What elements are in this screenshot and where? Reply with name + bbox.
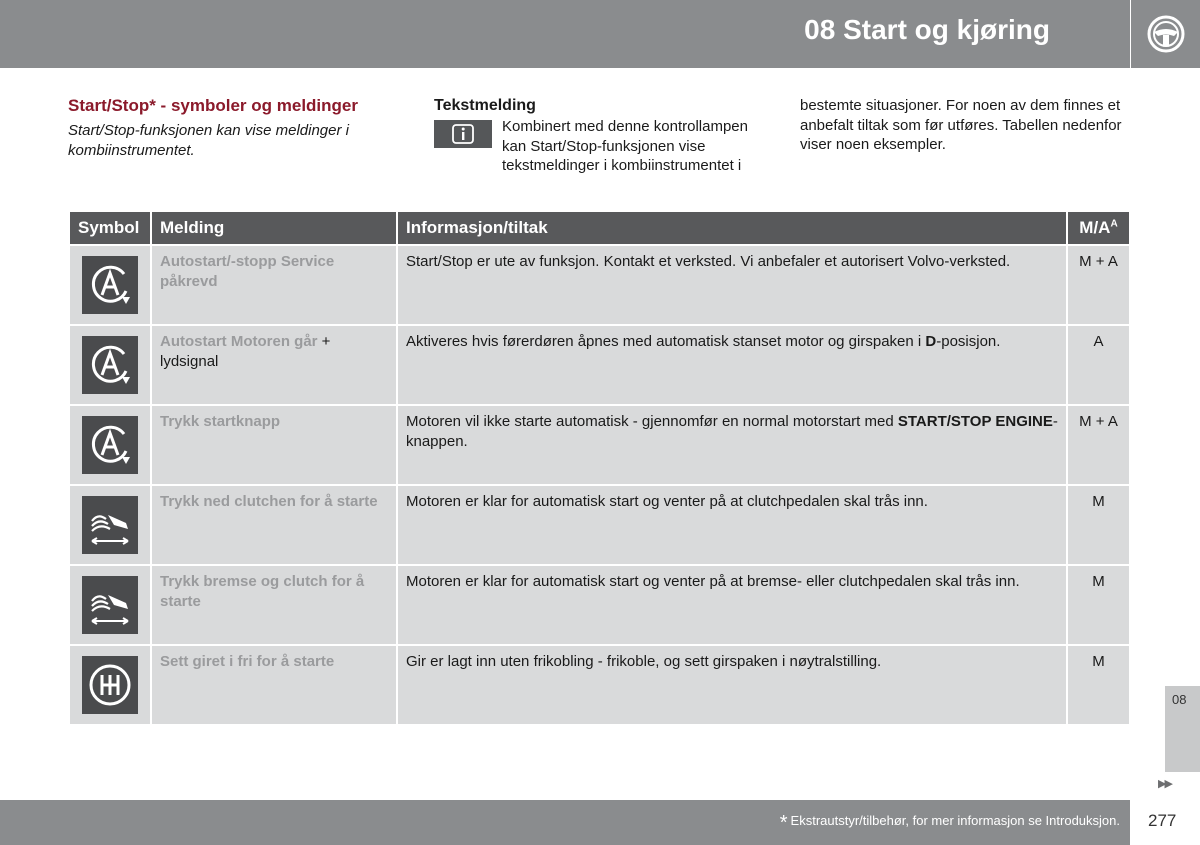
double-arrow-right-icon: ▶▶ — [1158, 778, 1171, 790]
symbol-cell — [70, 646, 150, 724]
info-bold: D — [925, 333, 937, 350]
side-tab-label: 08 — [1172, 692, 1187, 707]
info-cell — [398, 326, 1066, 404]
table-row — [70, 646, 1129, 724]
symbol-cell — [70, 326, 150, 404]
info-text: Gir er lagt inn uten frikobling - frikoble, og sett girspaken i nøytralstilling. — [406, 653, 882, 670]
header-ma-sup: A — [1110, 218, 1118, 230]
info-text: Motoren er klar for automatisk start og venter på at clutchpedalen skal trås inn. — [406, 493, 928, 510]
message-bold: Trykk ned clutchen for å starte — [160, 493, 378, 510]
table-row — [70, 486, 1129, 564]
info-text: Aktiveres hvis førerdøren åpnes med automatisk stanset motor og girspaken i — [406, 333, 926, 350]
symbol-cell — [70, 246, 150, 324]
chapter-title: 08 Start og kjøring — [804, 14, 1050, 45]
page-number: 277 — [1148, 811, 1177, 830]
steering-wheel-icon — [1146, 14, 1186, 54]
gear-neutral-icon — [82, 656, 138, 714]
message-cell — [152, 646, 396, 724]
ma-cell: M + A — [1068, 246, 1129, 324]
table-row — [70, 566, 1129, 644]
auto-start-stop-icon — [82, 336, 138, 394]
table-row — [70, 326, 1129, 404]
footnote — [780, 812, 1120, 835]
info-text: Motoren er klar for automatisk start og venter på at bremse- eller clutchpedalen skal trås inn. — [406, 573, 1020, 590]
header-ma-label: M/A — [1079, 218, 1111, 237]
header-bar — [0, 0, 1130, 68]
clutch-pedal-icon — [82, 496, 138, 554]
message-cell — [152, 406, 396, 484]
ma-cell: M — [1068, 486, 1129, 564]
info-cell — [398, 566, 1066, 644]
info-cell — [398, 646, 1066, 724]
tekstmelding-heading: Tekstmelding — [434, 97, 536, 114]
info-message-icon — [434, 120, 492, 148]
table-row — [70, 246, 1129, 324]
header-info: Informasjon/tiltak — [398, 212, 1066, 244]
message-bold: Sett giret i fri for å starte — [160, 653, 335, 670]
footnote-text: Ekstrautstyr/tilbehør, for mer informasjon se Introduksjon. — [790, 813, 1120, 828]
continuation-text: bestemte situasjoner. For noen av dem finnes et anbefalt tiltak som før utføres. Tabellen nedenfor viser noen eksempler. — [800, 97, 1122, 153]
message-cell — [152, 566, 396, 644]
header-ma — [1068, 212, 1129, 244]
message-cell — [152, 246, 396, 324]
message-bold: Autostart/-stopp Service påkrevd — [160, 253, 335, 290]
ma-cell: M — [1068, 566, 1129, 644]
auto-start-stop-icon — [82, 256, 138, 314]
symbol-cell — [70, 406, 150, 484]
message-cell — [152, 486, 396, 564]
ma-cell: A — [1068, 326, 1129, 404]
ma-cell: M — [1068, 646, 1129, 724]
header-symbol: Symbol — [70, 212, 150, 244]
header-icon-box — [1131, 0, 1200, 68]
info-text-post: -posisjon. — [936, 333, 1001, 350]
info-text-post: -knappen. — [406, 413, 1058, 450]
auto-start-stop-icon — [82, 416, 138, 474]
info-bold: START/STOP ENGINE — [897, 413, 1053, 430]
message-bold: Trykk startknapp — [160, 413, 281, 430]
header-melding: Melding — [152, 212, 396, 244]
info-text: Start/Stop er ute av funksjon. Kontakt et verksted. Vi anbefaler et autorisert Volvo-verksted. — [406, 253, 1011, 270]
table-header-row — [70, 212, 1129, 244]
symbols-table — [68, 210, 1131, 726]
message-bold: Trykk bremse og clutch for å starte — [160, 573, 365, 610]
clutch-pedal-icon — [82, 576, 138, 634]
section-heading: Start/Stop* - symboler og meldinger — [68, 96, 358, 115]
info-text: Motoren vil ikke starte automatisk - gjennomfør en normal motorstart med — [406, 413, 898, 430]
info-cell — [398, 246, 1066, 324]
table-row — [70, 406, 1129, 484]
message-cell — [152, 326, 396, 404]
message-bold: Autostart Motoren går — [160, 333, 318, 350]
ma-cell: M + A — [1068, 406, 1129, 484]
symbol-cell — [70, 486, 150, 564]
symbol-cell — [70, 566, 150, 644]
footnote-star: * — [779, 812, 788, 834]
intro-text: Start/Stop-funksjonen kan vise meldinger i kombiinstrumentet. — [68, 122, 349, 159]
tekstmelding-text: Kombinert med denne kontrollampen kan Start/Stop-funksjonen vise tekstmeldinger i kombiinstrumentet i — [502, 118, 748, 174]
info-cell — [398, 406, 1066, 484]
message-rest: + lydsignal — [160, 333, 331, 370]
info-cell — [398, 486, 1066, 564]
